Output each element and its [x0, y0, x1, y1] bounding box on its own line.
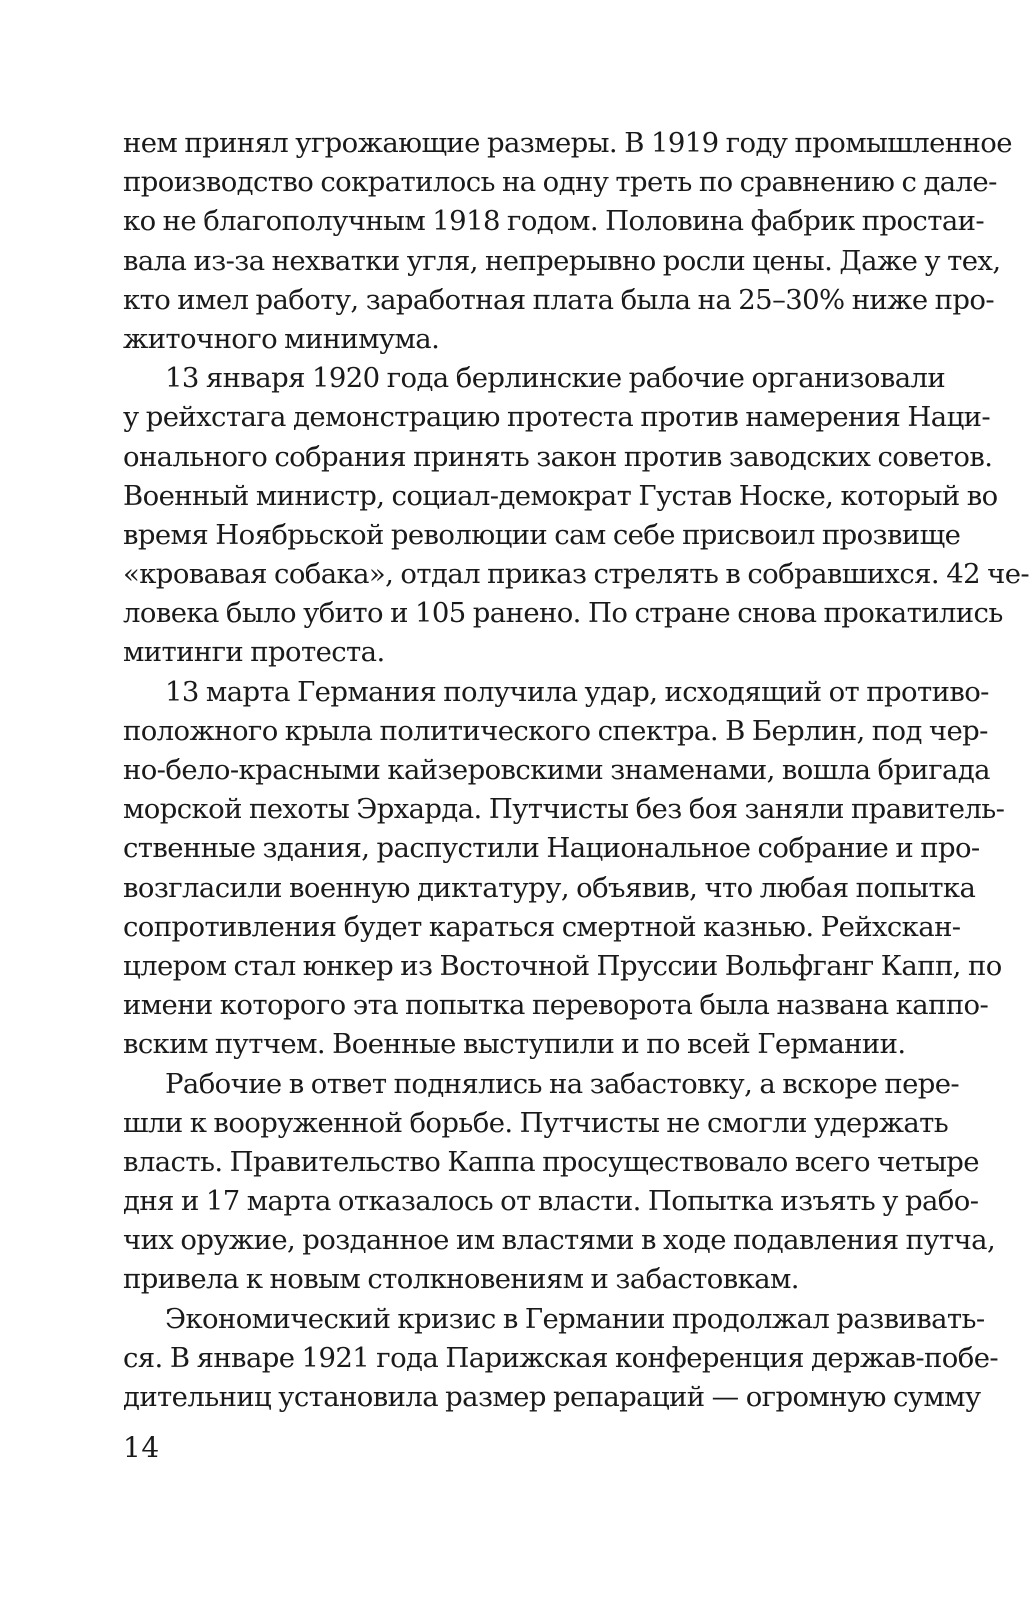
text-line: онального собрания принять закон против заводских советов.	[123, 440, 993, 473]
text-line: нем принял угрожающие размеры. В 1919 году промышленное	[123, 127, 1012, 159]
text-line: ловека было убито и 105 ранено. По стране снова прокатились	[123, 597, 1003, 630]
text-line: ственные здания, распустили Национальное собрание и про-	[123, 832, 980, 865]
text-line: положного крыла политического спектра. В Берлин, под чер-	[123, 714, 988, 747]
text-line: кто имел работу, заработная плата была на 25–30% ниже про-	[123, 283, 995, 316]
text-line: производство сократилось на одну треть по сравнению с дале-	[123, 166, 997, 199]
body-text	[123, 124, 1029, 1417]
text-line: власть. Правительство Каппа просуществовало всего четыре	[123, 1145, 979, 1178]
paragraph	[123, 1300, 999, 1418]
text-line: ко не благополучным 1918 годом. Половина фабрик простаи-	[123, 205, 985, 238]
text-line: чих оружие, розданное им властями в ходе подавления путча,	[123, 1224, 996, 1257]
paragraph	[123, 124, 1012, 359]
text-line: имени которого эта попытка переворота была названа каппо-	[123, 989, 989, 1022]
text-line: но-бело-красными кайзеровскими знаменами, вошла бригада	[123, 754, 990, 786]
paragraph	[123, 673, 1005, 1065]
paragraph	[123, 1065, 996, 1300]
text-line: у рейхстага демонстрацию протеста против намерения Наци-	[123, 401, 991, 434]
page-number: 14	[123, 1431, 160, 1464]
text-line: митинги протеста.	[123, 636, 385, 669]
text-line: Военный министр, социал-демократ Густав Носке, который во	[123, 479, 998, 512]
text-line: дня и 17 марта отказалось от власти. Попытка изъять у рабо-	[123, 1185, 979, 1218]
text-line: Экономический кризис в Германии продолжал развивать-	[165, 1302, 985, 1335]
text-line: Рабочие в ответ поднялись на забастовку, а вскоре пере-	[165, 1067, 960, 1100]
text-line: шли к вооруженной борьбе. Путчисты не смогли удержать	[123, 1106, 949, 1139]
text-line: сопротивления будет караться смертной казнью. Рейхскан-	[123, 910, 961, 943]
text-line: житочного минимума.	[123, 322, 440, 355]
paragraph	[123, 359, 1029, 673]
text-line: 13 марта Германия получила удар, исходящий от противо-	[165, 675, 989, 708]
text-line: вала из-за нехватки угля, непрерывно росли цены. Даже у тех,	[123, 244, 1001, 277]
text-line: время Ноябрьской революции сам себе присвоил прозвище	[123, 518, 961, 551]
text-line: морской пехоты Эрхарда. Путчисты без боя заняли правитель-	[123, 793, 1005, 826]
text-line: возгласили военную диктатуру, объявив, что любая попытка	[123, 871, 976, 904]
text-line: ся. В январе 1921 года Парижская конференция держав-побе-	[123, 1341, 999, 1374]
text-line: цлером стал юнкер из Восточной Пруссии Вольфганг Капп, по	[123, 949, 1002, 982]
text-line: «кровавая собака», отдал приказ стрелять в собравшихся. 42 че-	[123, 558, 1029, 591]
text-line: дительниц установила размер репараций — огромную сумму	[123, 1381, 981, 1413]
text-line: привела к новым столкновениям и забастовкам.	[123, 1263, 799, 1296]
text-line: вским путчем. Военные выступили и по всей Германии.	[123, 1028, 906, 1061]
text-line: 13 января 1920 года берлинские рабочие организовали	[165, 362, 946, 395]
